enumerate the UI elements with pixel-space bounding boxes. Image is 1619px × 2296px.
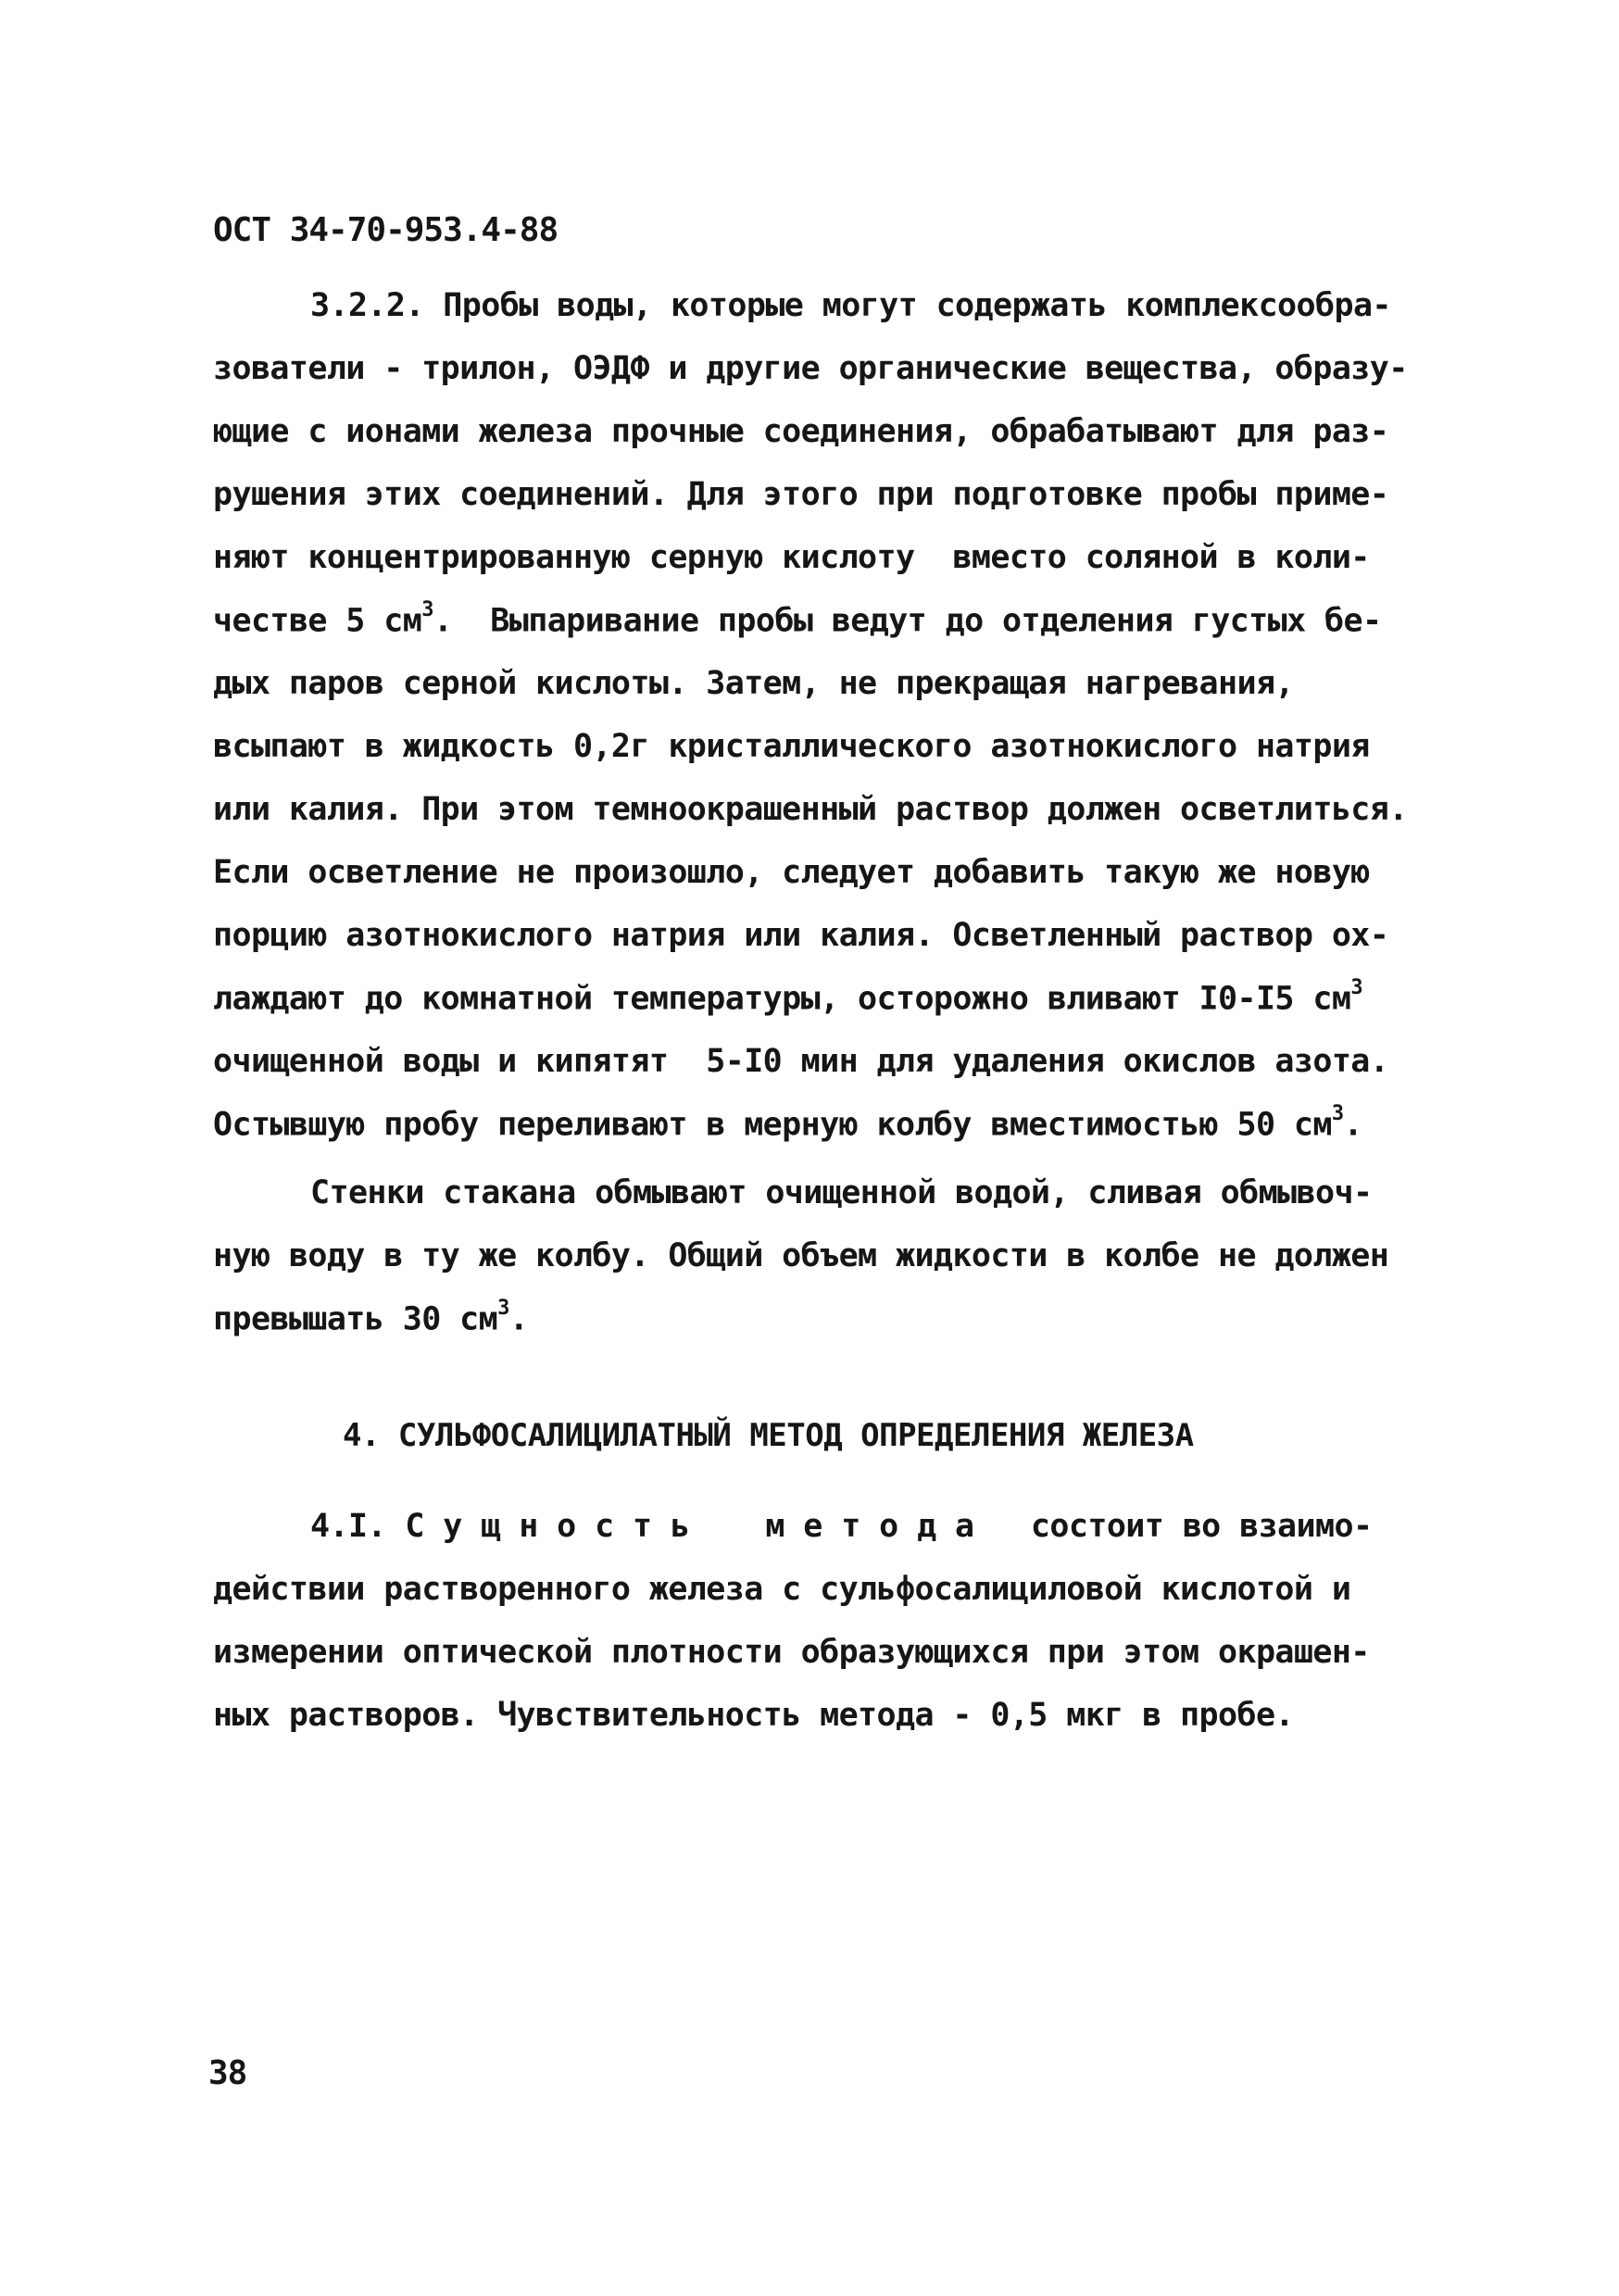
- para-3-2-2-line-14: [213, 1102, 1362, 1144]
- para-3-2-2-line-4: рушения этих соединений. Для этого при подготовке пробы приме-: [213, 476, 1389, 513]
- document-code: ОСТ 34-70-953.4-88: [213, 211, 558, 249]
- para-3-2-2-line-8: всыпают в жидкость 0,2г кристаллического азотнокислого натрия: [213, 728, 1370, 765]
- section-4-title: 4. СУЛЬФОСАЛИЦИЛАТНЫЙ МЕТОД ОПРЕДЕЛЕНИЯ ЖЕЛЕЗА: [343, 1417, 1194, 1454]
- para-4-1-line-3: измерении оптической плотности образующихся при этом окрашен-: [213, 1634, 1370, 1671]
- para-3-2-2-line-14-text: Остывшую пробу переливают в мерную колбу вместимостью 50 см: [213, 1106, 1332, 1144]
- para-walls-line-3: [213, 1297, 529, 1338]
- page-number: 38: [208, 2054, 247, 2092]
- para-3-2-2-line-11: порцию азотнокислого натрия или калия. Осветленный раствор ох-: [213, 917, 1389, 954]
- para-3-2-2-line-6: [213, 598, 1382, 640]
- para-3-2-2-line-12-text: лаждают до комнатной температуры, осторожно вливают I0-I5 см: [213, 980, 1351, 1018]
- para-4-1-line-4: ных растворов. Чувствительность метода - 0,5 мкг в пробе.: [213, 1697, 1294, 1734]
- superscript-3: 3: [1350, 976, 1362, 999]
- superscript-3: 3: [421, 598, 433, 621]
- para-3-2-2-line-3: ющие с ионами железа прочные соединения, обрабатывают для раз-: [213, 413, 1389, 450]
- para-walls-line-3-text: превышать 30 см: [213, 1300, 498, 1338]
- period: .: [508, 1300, 529, 1338]
- para-3-2-2-line-7: дых паров серной кислоты. Затем, не прекращая нагревания,: [213, 665, 1294, 702]
- para-3-2-2-line-6-rest: . Выпаривание пробы ведут до отделения густых бе-: [433, 602, 1382, 640]
- para-walls-line-2: ную воду в ту же колбу. Общий объем жидкости в колбе не должен: [213, 1237, 1389, 1274]
- superscript-3: 3: [497, 1297, 509, 1320]
- para-3-2-2-line-1: 3.2.2. Пробы воды, которые могут содержать комплексообра-: [310, 287, 1391, 324]
- para-3-2-2-line-6-start: честве 5 см: [213, 602, 422, 640]
- period: .: [1343, 1106, 1362, 1144]
- para-3-2-2-line-13: очищенной воды и кипятят 5-I0 мин для удаления окислов азота.: [213, 1043, 1389, 1080]
- para-walls-line-1: Стенки стакана обмывают очищенной водой, сливая обмывоч-: [310, 1174, 1373, 1211]
- para-3-2-2-line-9: или калия. При этом темноокрашенный раствор должен осветлиться.: [213, 791, 1408, 828]
- para-3-2-2-line-5: няют концентрированную серную кислоту вместо соляной в коли-: [213, 539, 1370, 576]
- para-4-1-line-1: 4.I. С у щ н о с т ь м е т о д а состоит во взаимо-: [310, 1508, 1373, 1545]
- para-4-1-line-2: действии растворенного железа с сульфосалициловой кислотой и: [213, 1571, 1351, 1608]
- superscript-3: 3: [1331, 1102, 1344, 1125]
- para-3-2-2-line-2: зователи - трилон, ОЭДФ и другие органические вещества, образу-: [213, 350, 1408, 387]
- para-3-2-2-line-12: [213, 976, 1362, 1018]
- para-3-2-2-line-10: Если осветление не произошло, следует добавить такую же новую: [213, 854, 1370, 891]
